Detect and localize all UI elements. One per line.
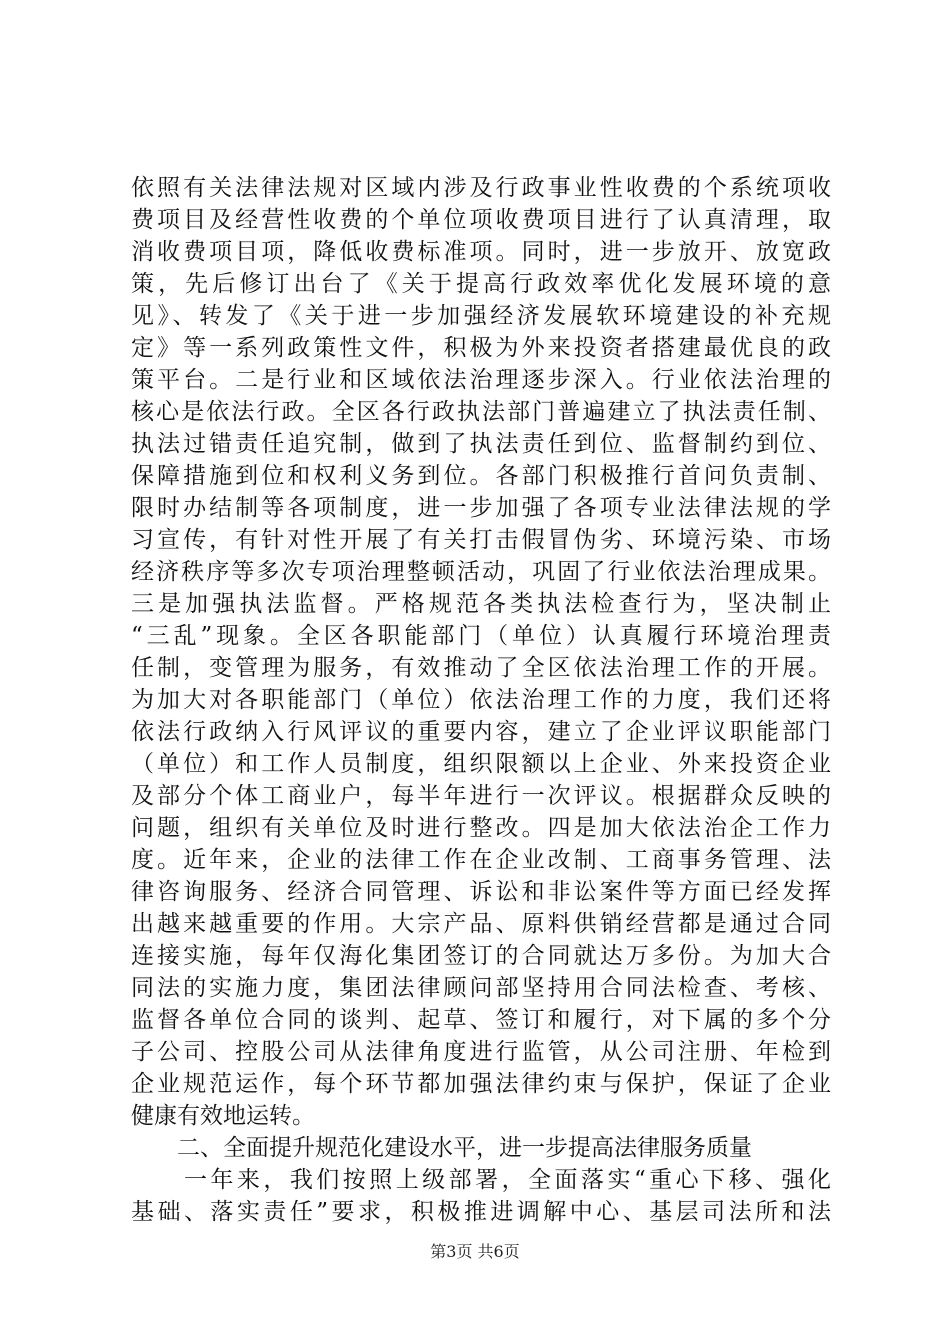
text-line: 企业规范运作，每个环节都加强法律约束与保护，保证了企业 — [131, 1071, 831, 1097]
text-line: 费项目及经营性收费的个单位项收费项目进行了认真清理，取 — [131, 207, 831, 233]
text-line: 健康有效地运转。 — [131, 1103, 315, 1129]
text-line: 度。近年来，企业的法律工作在企业改制、工商事务管理、法 — [131, 847, 831, 873]
text-line: 同法的实施力度，集团法律顾问部坚持用合同法检查、考核、 — [131, 975, 831, 1001]
text-line: 消收费项目项，降低收费标准项。同时，进一步放开、放宽政 — [131, 239, 831, 265]
text-line: 律咨询服务、经济合同管理、诉讼和非讼案件等方面已经发挥 — [131, 879, 831, 905]
text-line: 依照有关法律法规对区域内涉及行政事业性收费的个系统项收 — [131, 175, 831, 201]
text-line: 执法过错责任追究制，做到了执法责任到位、监督制约到位、 — [131, 431, 831, 457]
text-line: 核心是依法行政。全区各行政执法部门普遍建立了执法责任制、 — [131, 399, 831, 425]
text-line: 子公司、控股公司从法律角度进行监管，从公司注册、年检到 — [131, 1039, 831, 1065]
text-line: 习宣传，有针对性开展了有关打击假冒伪劣、环境污染、市场 — [131, 527, 831, 553]
text-line: 策平台。二是行业和区域依法治理逐步深入。行业依法治理的 — [131, 367, 831, 393]
text-line: 依法行政纳入行风评议的重要内容，建立了企业评议职能部门 — [131, 719, 831, 745]
text-line: 监督各单位合同的谈判、起草、签订和履行，对下属的多个分 — [131, 1007, 831, 1033]
text-line: 保障措施到位和权利义务到位。各部门积极推行首问负责制、 — [131, 463, 831, 489]
text-line: “三乱”现象。全区各职能部门（单位）认真履行环境治理责 — [131, 623, 831, 649]
text-line: 连接实施，每年仅海化集团签订的合同就达万多份。为加大合 — [131, 943, 831, 969]
text-line: 出越来越重要的作用。大宗产品、原料供销经营都是通过合同 — [131, 911, 831, 937]
text-line: 见》、转发了《关于进一步加强经济发展软环境建设的补充规 — [131, 303, 831, 329]
text-line: （单位）和工作人员制度，组织限额以上企业、外来投资企业 — [131, 751, 831, 777]
text-line: 基础、落实责任”要求，积极推进调解中心、基层司法所和法 — [131, 1199, 831, 1225]
page-number-footer: 第3页 共6页 — [430, 1242, 520, 1261]
text-line: 限时办结制等各项制度，进一步加强了各项专业法律法规的学 — [131, 495, 831, 521]
section-heading: 二、全面提升规范化建设水平，进一步提高法律服务质量 — [131, 1135, 752, 1161]
text-line: 经济秩序等多次专项治理整顿活动，巩固了行业依法治理成果。 — [131, 559, 831, 585]
text-line: 三是加强执法监督。严格规范各类执法检查行为，坚决制止 — [131, 591, 831, 617]
text-line: 策，先后修订出台了《关于提高行政效率优化发展环境的意 — [131, 271, 831, 297]
text-line: 及部分个体工商业户，每半年进行一次评议。根据群众反映的 — [131, 783, 831, 809]
text-line: 任制，变管理为服务，有效推动了全区依法治理工作的开展。 — [131, 655, 831, 681]
text-line: 定》等一系列政策性文件，积极为外来投资者搭建最优良的政 — [131, 335, 831, 361]
text-line: 一年来，我们按照上级部署，全面落实“重心下移、强化 — [131, 1167, 831, 1193]
text-line: 为加大对各职能部门（单位）依法治理工作的力度，我们还将 — [131, 687, 831, 713]
text-line: 问题，组织有关单位及时进行整改。四是加大依法治企工作力 — [131, 815, 831, 841]
